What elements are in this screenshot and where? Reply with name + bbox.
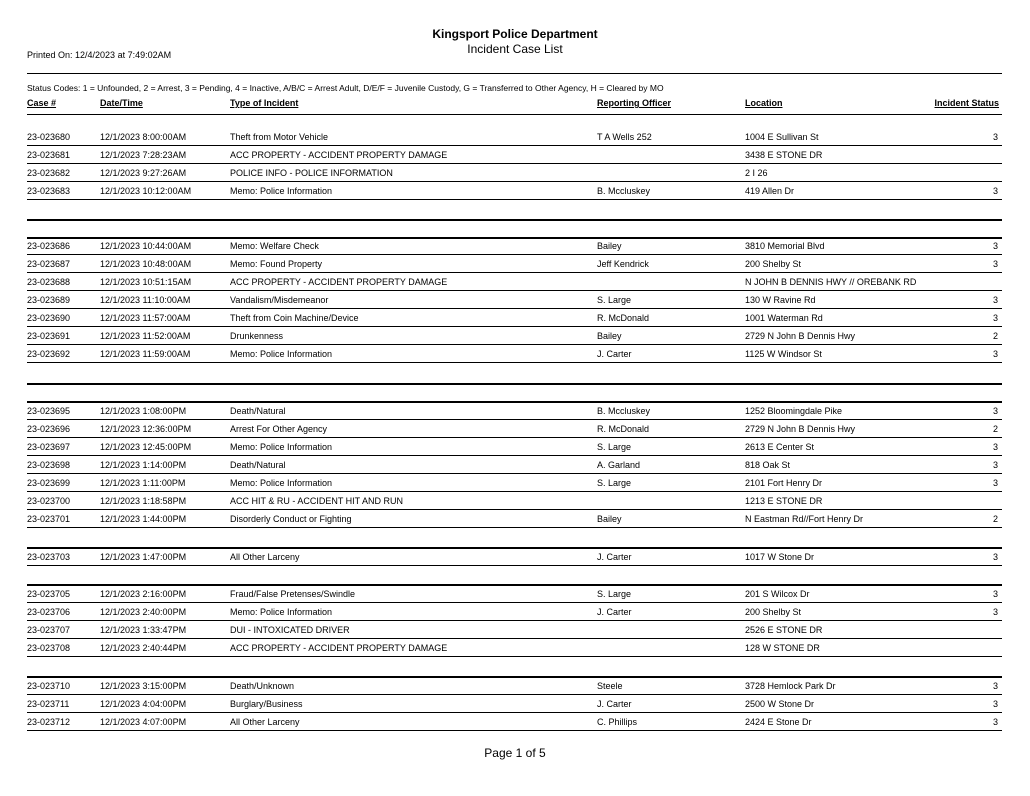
table-row — [0, 406, 1030, 424]
officer-cell: Steele — [597, 681, 623, 691]
table-row — [0, 625, 1030, 643]
location-cell: 200 Shelby St — [745, 607, 802, 617]
table-row — [0, 132, 1030, 150]
status-cell: 3 — [992, 406, 998, 416]
case-number: 23-023707 — [27, 625, 71, 635]
incident-type-cell: ACC HIT & RU - ACCIDENT HIT AND RUN — [230, 496, 404, 506]
case-number: 23-023701 — [27, 514, 71, 524]
location-cell: 1252 Bloomingdale Pike — [745, 406, 843, 416]
table-row — [0, 589, 1030, 607]
status-codes-legend: Status Codes: 1 = Unfounded, 2 = Arrest, 3 = Pending, 4 = Inactive, A/B/C = Arrest Adult, D/E/F = Juvenile Custody, G = Transferred to Other Agency, H = Cleared by MO — [27, 83, 664, 93]
row-divider — [27, 114, 1002, 115]
incident-type-cell: Memo: Police Information — [230, 607, 333, 617]
location-cell: 2424 E Stone Dr — [745, 717, 812, 727]
incident-type-cell: Memo: Police Information — [230, 349, 333, 359]
location-cell: 1017 W Stone Dr — [745, 552, 815, 562]
case-number: 23-023680 — [27, 132, 71, 142]
table-row — [0, 717, 1030, 735]
table-row — [0, 514, 1030, 532]
header-divider — [27, 73, 1002, 74]
officer-cell: S. Large — [597, 442, 632, 452]
report-title-block — [0, 27, 1030, 56]
incident-type-cell: Death/Unknown — [230, 681, 295, 691]
incident-type-cell: Memo: Police Information — [230, 442, 333, 452]
table-row — [0, 607, 1030, 625]
table-row — [0, 259, 1030, 277]
table-row — [0, 313, 1030, 331]
col-header-type: Type of Incident — [230, 98, 299, 108]
case-number: 23-023688 — [27, 277, 71, 287]
table-row — [0, 150, 1030, 168]
status-cell: 2 — [992, 424, 998, 434]
officer-cell: S. Large — [597, 478, 632, 488]
officer-cell: Jeff Kendrick — [597, 259, 649, 269]
printed-on: Printed On: 12/4/2023 at 7:49:02AM — [27, 50, 172, 60]
datetime-cell: 12/1/2023 3:15:00PM — [100, 681, 187, 691]
officer-cell: R. McDonald — [597, 424, 650, 434]
table-row — [0, 186, 1030, 204]
status-cell: 3 — [992, 589, 998, 599]
status-cell: 3 — [992, 295, 998, 305]
datetime-cell: 12/1/2023 1:08:00PM — [100, 406, 187, 416]
incident-type-cell: All Other Larceny — [230, 717, 300, 727]
datetime-cell: 12/1/2023 11:52:00AM — [100, 331, 191, 341]
datetime-cell: 12/1/2023 11:59:00AM — [100, 349, 191, 359]
col-header-location: Location — [745, 98, 783, 108]
datetime-cell: 12/1/2023 11:57:00AM — [100, 313, 191, 323]
status-cell: 3 — [992, 259, 998, 269]
officer-cell: J. Carter — [597, 607, 632, 617]
location-cell: 1213 E STONE DR — [745, 496, 823, 506]
incident-type-cell: Theft from Motor Vehicle — [230, 132, 329, 142]
case-number: 23-023712 — [27, 717, 71, 727]
incident-type-cell: ACC PROPERTY - ACCIDENT PROPERTY DAMAGE — [230, 643, 448, 653]
incident-type-cell: ACC PROPERTY - ACCIDENT PROPERTY DAMAGE — [230, 277, 448, 287]
incident-type-cell: Memo: Welfare Check — [230, 241, 319, 251]
datetime-cell: 12/1/2023 12:36:00PM — [100, 424, 192, 434]
department-title: Kingsport Police Department — [432, 27, 598, 41]
table-row — [0, 552, 1030, 570]
datetime-cell: 12/1/2023 1:44:00PM — [100, 514, 187, 524]
officer-cell: B. Mccluskey — [597, 406, 651, 416]
location-cell: N Eastman Rd//Fort Henry Dr — [745, 514, 864, 524]
case-number: 23-023690 — [27, 313, 71, 323]
officer-cell: T A Wells 252 — [597, 132, 652, 142]
table-row — [0, 277, 1030, 295]
case-number: 23-023710 — [27, 681, 71, 691]
table-row — [0, 424, 1030, 442]
case-number: 23-023687 — [27, 259, 71, 269]
officer-cell: J. Carter — [597, 552, 632, 562]
case-number: 23-023681 — [27, 150, 71, 160]
officer-cell: R. McDonald — [597, 313, 650, 323]
page-number: Page 1 of 5 — [484, 746, 546, 760]
table-row — [0, 699, 1030, 717]
table-row — [0, 349, 1030, 367]
table-row — [0, 460, 1030, 478]
status-cell: 3 — [992, 607, 998, 617]
row-divider — [27, 584, 1002, 586]
location-cell: 200 Shelby St — [745, 259, 802, 269]
table-row — [0, 643, 1030, 661]
row-divider — [27, 547, 1002, 549]
status-cell: 3 — [992, 699, 998, 709]
status-cell: 2 — [992, 514, 998, 524]
incident-type-cell: Memo: Police Information — [230, 478, 333, 488]
table-row — [0, 496, 1030, 514]
status-cell: 3 — [992, 552, 998, 562]
officer-cell: B. Mccluskey — [597, 186, 651, 196]
status-cell: 3 — [992, 460, 998, 470]
location-cell: 818 Oak St — [745, 460, 791, 470]
datetime-cell: 12/1/2023 1:11:00PM — [100, 478, 186, 488]
case-number: 23-023682 — [27, 168, 71, 178]
table-row — [0, 478, 1030, 496]
location-cell: 3810 Memorial Blvd — [745, 241, 825, 251]
case-number: 23-023686 — [27, 241, 71, 251]
incident-type-cell: POLICE INFO - POLICE INFORMATION — [230, 168, 393, 178]
row-divider — [27, 401, 1002, 403]
status-cell: 3 — [992, 186, 998, 196]
status-cell: 3 — [992, 717, 998, 727]
case-number: 23-023692 — [27, 349, 71, 359]
incident-type-cell: Memo: Police Information — [230, 186, 333, 196]
case-number: 23-023691 — [27, 331, 71, 341]
location-cell: 2 I 26 — [745, 168, 768, 178]
datetime-cell: 12/1/2023 9:27:26AM — [100, 168, 187, 178]
datetime-cell: 12/1/2023 2:16:00PM — [100, 589, 187, 599]
incident-type-cell: Disorderly Conduct or Fighting — [230, 514, 352, 524]
officer-cell: C. Phillips — [597, 717, 638, 727]
location-cell: 2101 Fort Henry Dr — [745, 478, 823, 488]
col-header-status: Incident Status — [934, 98, 999, 108]
col-header-datetime: Date/Time — [100, 98, 143, 108]
incident-type-cell: All Other Larceny — [230, 552, 300, 562]
officer-cell: J. Carter — [597, 699, 632, 709]
case-number: 23-023700 — [27, 496, 71, 506]
incident-type-cell: Memo: Found Property — [230, 259, 323, 269]
status-cell: 3 — [992, 442, 998, 452]
datetime-cell: 12/1/2023 11:10:00AM — [100, 295, 191, 305]
incident-type-cell: Theft from Coin Machine/Device — [230, 313, 359, 323]
case-number: 23-023696 — [27, 424, 71, 434]
case-number: 23-023689 — [27, 295, 71, 305]
case-number: 23-023699 — [27, 478, 71, 488]
case-number: 23-023708 — [27, 643, 71, 653]
datetime-cell: 12/1/2023 8:00:00AM — [100, 132, 187, 142]
officer-cell: S. Large — [597, 589, 632, 599]
datetime-cell: 12/1/2023 1:33:47PM — [100, 625, 187, 635]
case-number: 23-023711 — [27, 699, 70, 709]
table-row — [0, 681, 1030, 699]
status-cell: 3 — [992, 349, 998, 359]
incident-type-cell: Burglary/Business — [230, 699, 303, 709]
datetime-cell: 12/1/2023 7:28:23AM — [100, 150, 187, 160]
location-cell: 130 W Ravine Rd — [745, 295, 816, 305]
status-cell: 3 — [992, 241, 998, 251]
datetime-cell: 12/1/2023 1:18:58PM — [100, 496, 187, 506]
incident-type-cell: Death/Natural — [230, 406, 286, 416]
incident-type-cell: ACC PROPERTY - ACCIDENT PROPERTY DAMAGE — [230, 150, 448, 160]
case-number: 23-023705 — [27, 589, 71, 599]
location-cell: 1001 Waterman Rd — [745, 313, 823, 323]
case-number: 23-023706 — [27, 607, 71, 617]
location-cell: 2729 N John B Dennis Hwy — [745, 331, 856, 341]
incident-type-cell: DUI - INTOXICATED DRIVER — [230, 625, 350, 635]
datetime-cell: 12/1/2023 4:04:00PM — [100, 699, 187, 709]
table-row — [0, 295, 1030, 313]
row-divider — [27, 383, 1002, 385]
case-number: 23-023698 — [27, 460, 71, 470]
case-number: 23-023697 — [27, 442, 71, 452]
datetime-cell: 12/1/2023 10:12:00AM — [100, 186, 192, 196]
status-cell: 3 — [992, 313, 998, 323]
datetime-cell: 12/1/2023 4:07:00PM — [100, 717, 187, 727]
datetime-cell: 12/1/2023 10:48:00AM — [100, 259, 192, 269]
location-cell: 3438 E STONE DR — [745, 150, 823, 160]
location-cell: 2613 E Center St — [745, 442, 815, 452]
location-cell: 3728 Hemlock Park Dr — [745, 681, 836, 691]
status-cell: 3 — [992, 132, 998, 142]
officer-cell: A. Garland — [597, 460, 641, 470]
location-cell: 2500 W Stone Dr — [745, 699, 815, 709]
incident-type-cell: Vandalism/Misdemeanor — [230, 295, 329, 305]
location-cell: 201 S Wilcox Dr — [745, 589, 810, 599]
table-row — [0, 168, 1030, 186]
table-row — [0, 241, 1030, 259]
incident-type-cell: Fraud/False Pretenses/Swindle — [230, 589, 356, 599]
row-divider — [27, 219, 1002, 221]
location-cell: 128 W STONE DR — [745, 643, 820, 653]
datetime-cell: 12/1/2023 12:45:00PM — [100, 442, 192, 452]
officer-cell: S. Large — [597, 295, 632, 305]
column-headers — [0, 98, 1030, 112]
datetime-cell: 12/1/2023 10:51:15AM — [100, 277, 192, 287]
report-subtitle: Incident Case List — [467, 42, 563, 56]
location-cell: 2526 E STONE DR — [745, 625, 823, 635]
incident-type-cell: Arrest For Other Agency — [230, 424, 328, 434]
table-row — [0, 331, 1030, 349]
location-cell: N JOHN B DENNIS HWY // OREBANK RD — [745, 277, 917, 287]
status-cell: 3 — [992, 681, 998, 691]
status-cell: 3 — [992, 478, 998, 488]
status-cell: 2 — [992, 331, 998, 341]
table-row — [0, 442, 1030, 460]
officer-cell: Bailey — [597, 241, 622, 251]
datetime-cell: 12/1/2023 2:40:44PM — [100, 643, 187, 653]
datetime-cell: 12/1/2023 1:47:00PM — [100, 552, 187, 562]
officer-cell: J. Carter — [597, 349, 632, 359]
officer-cell: Bailey — [597, 514, 622, 524]
case-number: 23-023683 — [27, 186, 71, 196]
col-header-case: Case # — [27, 98, 57, 108]
location-cell: 419 Allen Dr — [745, 186, 795, 196]
datetime-cell: 12/1/2023 10:44:00AM — [100, 241, 192, 251]
case-number: 23-023695 — [27, 406, 71, 416]
location-cell: 1125 W Windsor St — [745, 349, 822, 359]
datetime-cell: 12/1/2023 1:14:00PM — [100, 460, 187, 470]
location-cell: 1004 E Sullivan St — [745, 132, 819, 142]
case-number: 23-023703 — [27, 552, 71, 562]
location-cell: 2729 N John B Dennis Hwy — [745, 424, 856, 434]
datetime-cell: 12/1/2023 2:40:00PM — [100, 607, 187, 617]
officer-cell: Bailey — [597, 331, 622, 341]
row-divider — [27, 237, 1002, 239]
col-header-officer: Reporting Officer — [597, 98, 672, 108]
incident-type-cell: Death/Natural — [230, 460, 286, 470]
incident-type-cell: Drunkenness — [230, 331, 284, 341]
row-divider — [27, 676, 1002, 678]
